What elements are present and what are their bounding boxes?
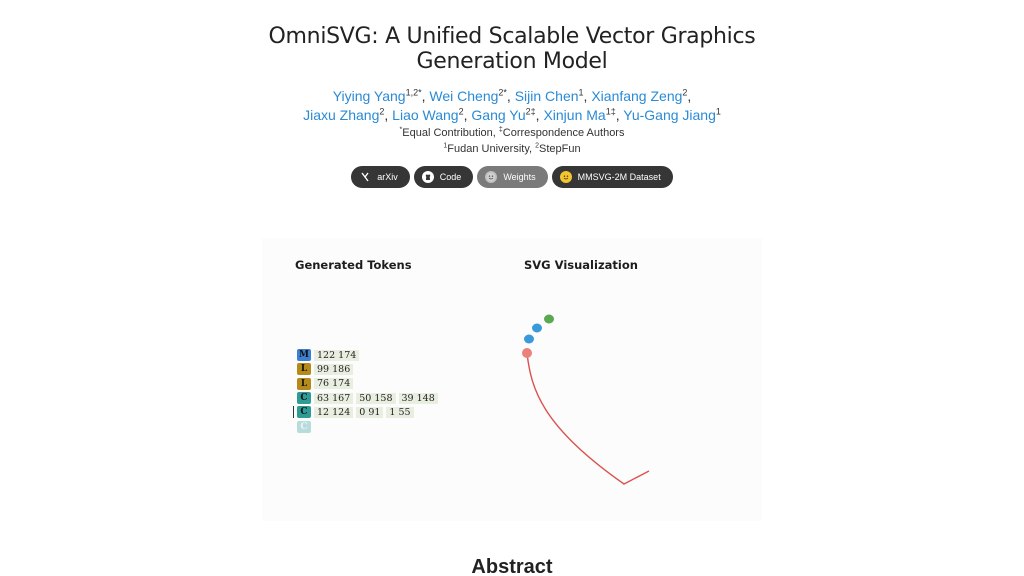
author-item[interactable] (543, 107, 615, 123)
contribution-note (0, 126, 1024, 140)
demo-animation-panel (262, 238, 762, 521)
coordinate-value: 122 174 (314, 350, 359, 361)
author-link[interactable]: Sijin Chen (514, 88, 579, 104)
control-point-marker (524, 335, 534, 344)
author-affiliation: 2 (682, 87, 688, 98)
end-point-marker (544, 315, 554, 324)
author-affiliation: 1,2* (405, 87, 422, 98)
token-row (297, 405, 438, 419)
author-affiliation: 2 (379, 106, 385, 117)
control-point-marker (532, 324, 542, 333)
affiliation-1-text: Fudan University, (447, 143, 536, 155)
author-affiliation: 1 (578, 87, 584, 98)
command-tag: C (297, 421, 311, 433)
code-button[interactable] (414, 166, 474, 188)
command-tag: M (297, 349, 311, 361)
huggingface-icon (485, 171, 497, 183)
author-link[interactable]: Yiying Yang (332, 88, 406, 104)
command-tag: L (297, 378, 311, 390)
author-affiliation: 2* (498, 87, 507, 98)
typing-cursor (293, 406, 294, 418)
path-start-point (522, 348, 532, 358)
author-affiliation: 2 (458, 106, 464, 117)
author-affiliation: 2‡ (525, 106, 536, 117)
coordinate-value: 39 148 (399, 393, 438, 404)
title-line-2: Generation Model (416, 49, 608, 74)
author-affiliation: 1 (715, 106, 721, 117)
token-row (297, 377, 438, 391)
author-link[interactable]: Liao Wang (392, 107, 459, 123)
dataset-button[interactable] (552, 166, 673, 188)
command-tag: C (297, 406, 311, 418)
equal-contribution-mark: * (399, 126, 403, 134)
author-link[interactable]: Gang Yu (471, 107, 526, 123)
token-list (297, 348, 438, 434)
coordinate-value: 63 167 (314, 393, 353, 404)
author-affiliation: 1‡ (605, 106, 616, 117)
correspondence-text: Correspondence Authors (502, 127, 625, 139)
author-link[interactable]: Yu-Gang Jiang (623, 107, 716, 123)
page-title (0, 24, 1024, 74)
author-link[interactable]: Jiaxu Zhang (303, 107, 380, 123)
dataset-button-label: MMSVG-2M Dataset (577, 172, 661, 182)
author-list-line-2: Jiaxu Zhang$^2$, Liao Wang$^2$, Gang $Yu^{2\ddagger}$, Xinjun $Ma^{1\ddagger}$, Yu-Gang Jiang$^1$ (303, 106, 721, 123)
weights-button[interactable] (477, 166, 547, 188)
author-item[interactable] (429, 88, 507, 104)
coordinate-value: 50 158 (356, 393, 395, 404)
abstract-heading: Abstract (471, 556, 553, 576)
title-line-1: OmniSVG: A Unified Scalable Vector Graphics (268, 24, 756, 49)
affiliation-1-mark: 1 (443, 142, 448, 150)
code-button-label: Code (439, 172, 462, 182)
token-row (297, 362, 438, 376)
author-link[interactable]: Xianfang Zeng (591, 88, 683, 104)
svg-visualization-canvas (517, 308, 677, 498)
author-item[interactable] (515, 88, 584, 104)
affiliation-2-text: StepFun (539, 143, 581, 155)
huggingface-icon (560, 171, 572, 183)
affiliation-2-mark: 2 (535, 142, 540, 150)
token-row (297, 391, 438, 405)
author-item[interactable] (392, 107, 463, 123)
token-row (297, 419, 438, 433)
coordinate-value: 0 91 (356, 407, 383, 418)
coordinate-value: 12 124 (314, 407, 353, 418)
author-link[interactable]: Wei Cheng (429, 88, 499, 104)
link-buttons (0, 166, 1024, 188)
weights-button-label: Weights (503, 172, 536, 182)
generated-curve-path (527, 353, 649, 484)
author-item[interactable] (333, 88, 422, 104)
generated-tokens-heading: Generated Tokens (295, 258, 412, 272)
equal-contribution-text: Equal Contribution, (402, 127, 499, 139)
arxiv-button-label: arXiv (377, 172, 398, 182)
author-item[interactable] (591, 88, 687, 104)
github-icon (422, 171, 434, 183)
author-link[interactable]: Xinjun Ma (543, 107, 606, 123)
affiliation-note (0, 142, 1024, 156)
arxiv-button[interactable] (351, 166, 410, 188)
arxiv-icon (359, 171, 371, 183)
coordinate-value: 76 174 (314, 378, 353, 389)
correspondence-mark: ‡ (498, 126, 503, 134)
command-tag: C (297, 392, 311, 404)
author-list-line-1: Yiying Yang$^{1,2*}$, Wei Cheng$^{2*}$, Sijin Chen$^1$, Xianfang Zeng$^2$, (332, 87, 692, 104)
coordinate-value: 1 55 (386, 407, 413, 418)
command-tag: L (297, 363, 311, 375)
token-row (297, 348, 438, 362)
coordinate-value: 99 186 (314, 364, 353, 375)
author-item[interactable] (471, 107, 535, 123)
svg-visualization-heading: SVG Visualization (524, 258, 638, 272)
author-item[interactable] (303, 107, 384, 123)
author-item[interactable] (623, 107, 721, 123)
